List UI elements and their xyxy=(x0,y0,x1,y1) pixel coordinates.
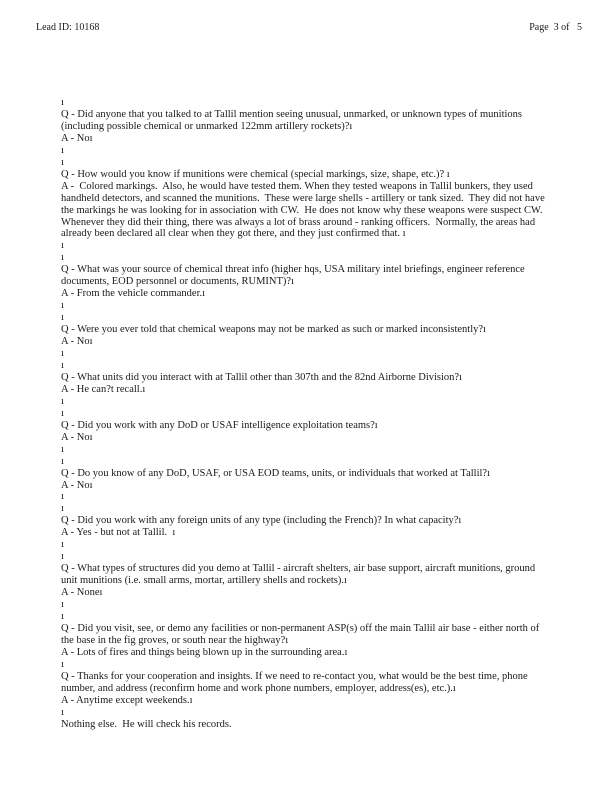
text-line: A - He can?t recall.ı xyxy=(61,383,146,395)
text-line: A - Noı xyxy=(61,132,93,144)
paragraph-mark: ı xyxy=(61,706,64,718)
paragraph-mark: ı xyxy=(61,491,64,503)
text-line: Q - Thanks for your cooperation and insights. If we need to re-contact you, what would be the best time, phone number, and address (reconfirm home and work phone numbers, employer, address(es), etc.).ı xyxy=(61,670,531,694)
paragraph-mark: ı xyxy=(61,658,64,670)
text-line: A - Colored markings. Also, he would have tested them. When they tested weapons in Tallil bunkers, they used handheld detectors, and scanned the munitions. These were large shells - artillery or tank sized. They did not have the markings he was looking for in association with CW. He does not know why these weapons were suspect CW. Whenever they did their thing, there was always a lot of brass around - ranking officers. Normally, the areas had already been declared all clear when they got there, and they just confirmed that. ı xyxy=(61,180,548,240)
page-number-label: Page 3 of 5 xyxy=(529,22,582,33)
text-line: Q - Did anyone that you talked to at Tallil mention seeing unusual, unmarked, or unknown types of munitions (including possible chemical or unmarked 122mm artillery rockets)?ı xyxy=(61,108,525,132)
text-line: Q - Did you visit, see, or demo any facilities or non-permanent ASP(s) off the main Tallil air base - either north of the base in the fig groves, or south near the highway?ı xyxy=(61,622,542,646)
text-line: Q - Did you work with any foreign units of any type (including the French)? In what capacity?ı xyxy=(61,515,462,527)
paragraph-mark: ı xyxy=(61,599,64,611)
text-line: A - Noı xyxy=(61,336,93,348)
text-line: Q - What types of structures did you demo at Tallil - aircraft shelters, air base support, aircraft munitions, ground unit munitions (i.e. small arms, mortar, artillery shells and rockets).ı xyxy=(61,563,538,587)
paragraph-mark: ı xyxy=(61,539,64,551)
paragraph-mark: ı xyxy=(61,300,64,312)
text-line: A - Noneı xyxy=(61,587,103,599)
text-line: A - Noı xyxy=(61,479,93,491)
text-line: Q - Do you know of any DoD, USAF, or USA EOD teams, units, or individuals that worked at Tallil?ı xyxy=(61,467,490,479)
document-body xyxy=(61,97,553,731)
text-line: Q - How would you know if munitions were chemical (special markings, size, shape, etc.)? ı xyxy=(61,168,450,180)
paragraph-mark: ı xyxy=(61,144,64,156)
paragraph-mark: ı xyxy=(61,312,64,324)
paragraph-mark: ı xyxy=(61,395,64,407)
text-line: A - Noı xyxy=(61,431,93,443)
paragraph-mark: ı xyxy=(61,252,64,264)
text-line: Q - Did you work with any DoD or USAF intelligence exploitation teams?ı xyxy=(61,419,378,431)
paragraph-mark: ı xyxy=(61,443,64,455)
paragraph-mark: ı xyxy=(61,455,64,467)
text-line: Q - Were you ever told that chemical weapons may not be marked as such or marked inconsistently?ı xyxy=(61,324,486,336)
text-line: Nothing else. He will check his records. xyxy=(61,718,232,730)
text-line: A - Lots of fires and things being blown up in the surrounding area.ı xyxy=(61,646,348,658)
lead-id-label: Lead ID: 10168 xyxy=(36,22,100,33)
paragraph-mark: ı xyxy=(61,156,64,168)
text-line: A - Anytime except weekends.ı xyxy=(61,694,193,706)
paragraph-mark: ı xyxy=(61,551,64,563)
text-line: A - Yes - but not at Tallil. ı xyxy=(61,527,176,539)
paragraph-mark: ı xyxy=(61,359,64,371)
text-line: A - From the vehicle commander.ı xyxy=(61,288,206,300)
page-header xyxy=(36,22,582,33)
paragraph-mark: ı xyxy=(61,503,64,515)
text-line: Q - What units did you interact with at Tallil other than 307th and the 82nd Airborne Division?ı xyxy=(61,371,463,383)
text-line: Q - What was your source of chemical threat info (higher hqs, USA military intel briefings, engineer reference documents, EOD personnel or documents, RUMINT)?ı xyxy=(61,264,528,288)
paragraph-mark: ı xyxy=(61,348,64,360)
paragraph-mark: ı xyxy=(61,240,64,252)
paragraph-mark: ı xyxy=(61,97,64,108)
paragraph-mark: ı xyxy=(61,407,64,419)
paragraph-mark: ı xyxy=(61,610,64,622)
